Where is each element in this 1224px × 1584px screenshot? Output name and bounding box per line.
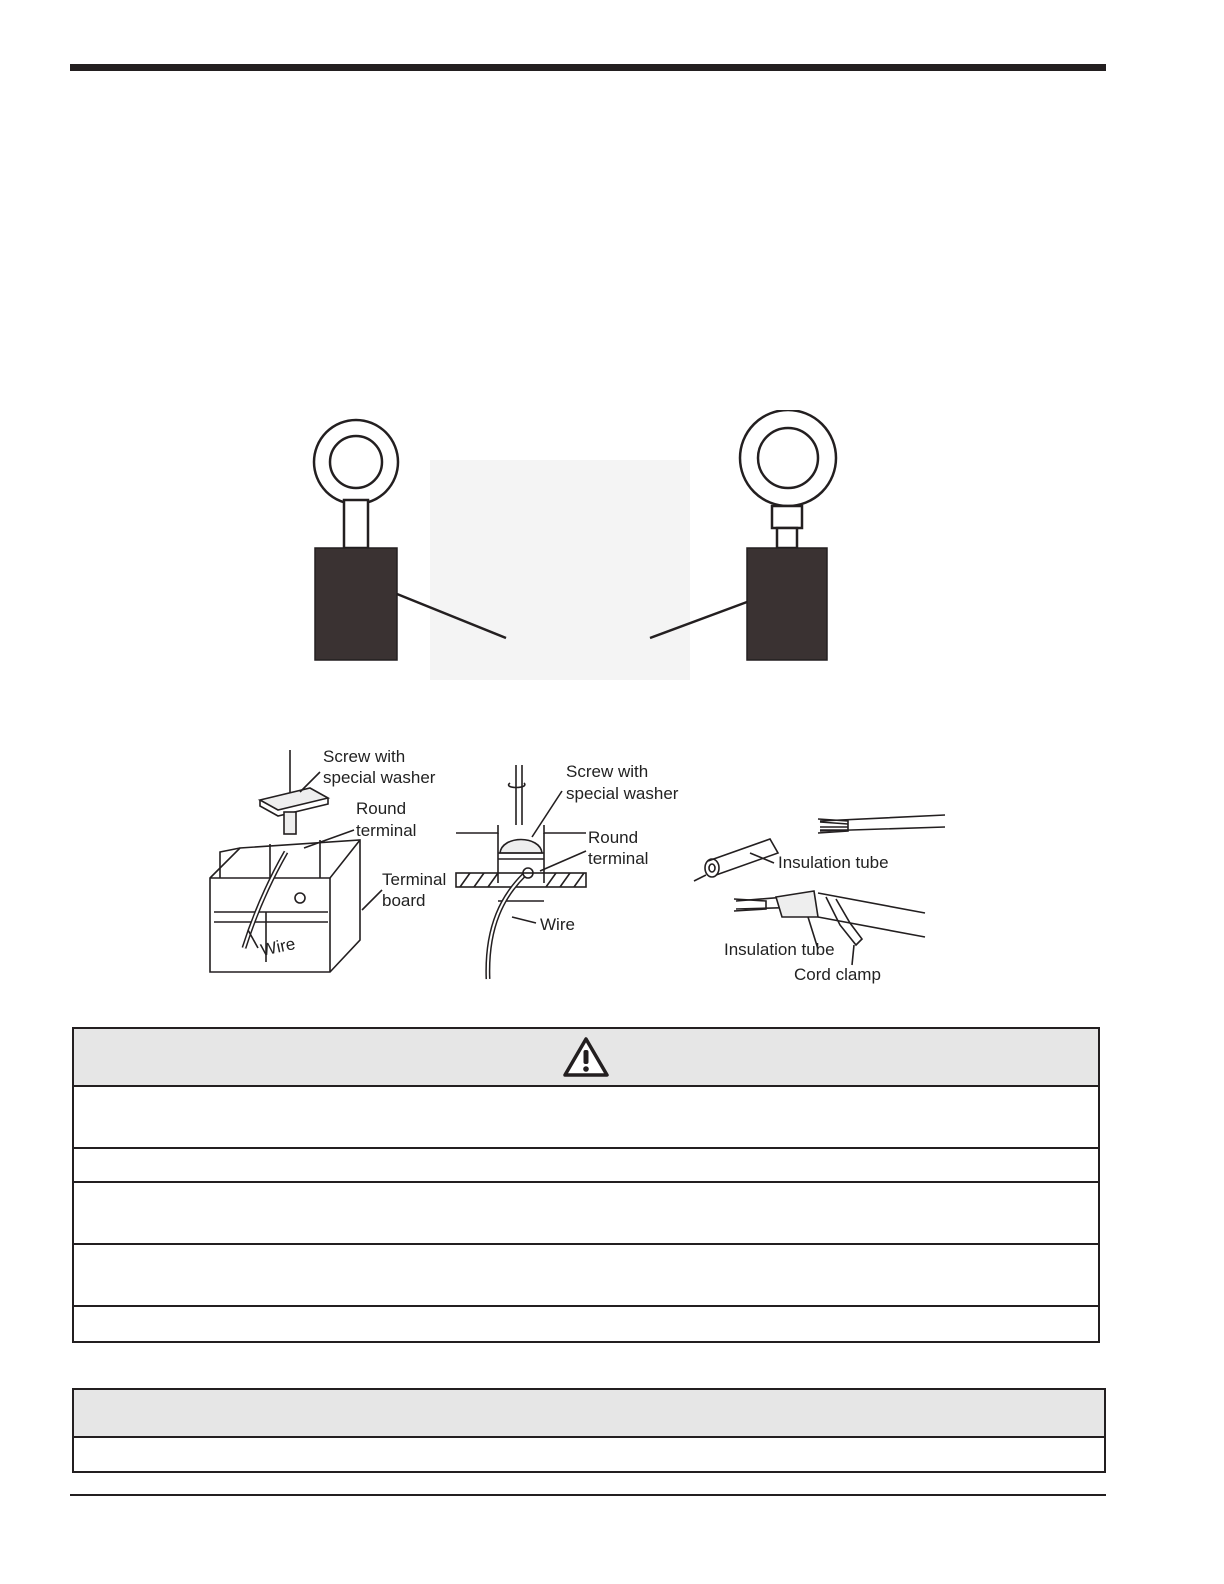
screw-label-line1: Screw with <box>323 747 406 766</box>
section-round-terminal-line2: terminal <box>588 849 649 868</box>
section-round-terminal-line1: Round <box>588 828 639 847</box>
warning-row <box>74 1245 1098 1307</box>
round-terminal-label-line2: terminal <box>356 821 417 840</box>
warning-row <box>74 1087 1098 1149</box>
note-table-header <box>74 1390 1104 1438</box>
terminal-section-figure <box>450 755 695 985</box>
terminal-board-label-line1: Terminal <box>382 870 447 889</box>
section-wire-label: Wire <box>540 915 575 934</box>
terminal-assembly-figure <box>200 740 460 990</box>
warning-row <box>74 1307 1098 1341</box>
wire-label: Wire <box>258 934 298 960</box>
figure-faint-background <box>430 460 690 680</box>
warning-table <box>72 1027 1100 1343</box>
ring-terminal-left <box>314 420 398 660</box>
screw-label-line2: special washer <box>323 768 436 787</box>
ring-terminal-figure <box>280 410 880 690</box>
round-terminal-label-line1: Round <box>356 799 407 818</box>
note-row <box>74 1438 1104 1471</box>
cord-clamp-label: Cord clamp <box>794 965 881 984</box>
warning-row <box>74 1183 1098 1245</box>
section-screw-label-line1: Screw with <box>566 762 649 781</box>
top-rule <box>70 64 1106 71</box>
warning-table-header <box>74 1029 1098 1087</box>
bottom-rule <box>70 1494 1106 1496</box>
insulation-tube-top-label: Insulation tube <box>778 853 889 872</box>
ring-terminal-right <box>740 410 836 660</box>
insulation-tube-bottom-label: Insulation tube <box>724 940 835 959</box>
terminal-board-label-line2: board <box>382 891 426 910</box>
warning-triangle-icon <box>562 1036 610 1078</box>
warning-row <box>74 1149 1098 1183</box>
insulation-figure <box>690 805 952 987</box>
section-screw-label-line2: special washer <box>566 784 679 803</box>
insulation-sleeve-right <box>747 548 827 660</box>
insulation-sleeve-left <box>315 548 397 660</box>
note-table <box>72 1388 1106 1473</box>
